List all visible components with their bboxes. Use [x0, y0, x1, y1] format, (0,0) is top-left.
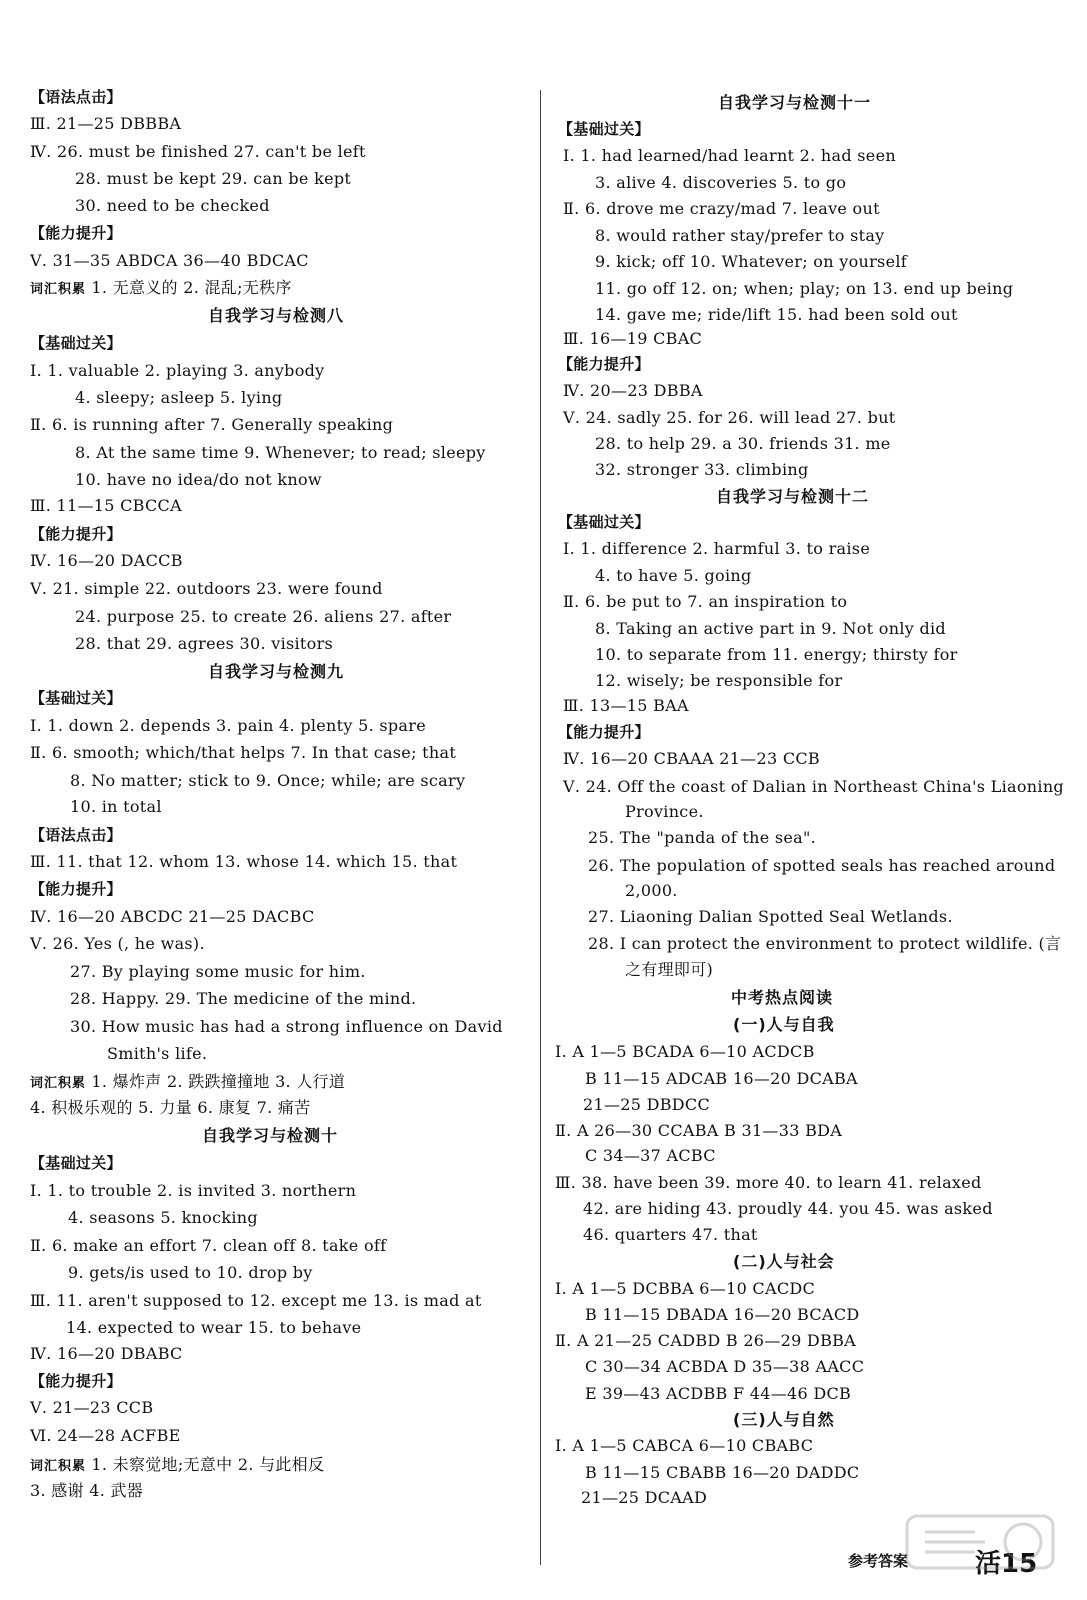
answer-line: 28. I can protect the environment to protect wildlife. (言 — [588, 934, 1062, 953]
answer-line: 27. By playing some music for him. — [70, 962, 366, 981]
answer-line: Ⅰ. A 1—5 CABCA 6—10 CBABC — [555, 1436, 814, 1455]
answer-line: 30. How music has had a strong influence on David — [70, 1017, 503, 1036]
answer-line: Ⅱ. 6. drove me crazy/mad 7. leave out — [563, 199, 880, 218]
answer-line: 42. are hiding 43. proudly 44. you 45. was asked — [583, 1199, 993, 1218]
unit-title: 自我学习与检测八 — [208, 306, 345, 325]
section-heading: 【基础过关】 — [558, 513, 650, 531]
answer-line: 之有理即可) — [625, 960, 714, 979]
answer-line: B 11—15 ADCAB 16—20 DCABA — [585, 1069, 858, 1088]
answer-line: Ⅴ. 31—35 ABDCA 36—40 BDCAC — [30, 251, 309, 270]
answer-line: 10. in total — [70, 797, 162, 816]
answer-line: 4. 积极乐观的 5. 力量 6. 康复 7. 痛苦 — [30, 1098, 311, 1117]
answer-line: Ⅰ. A 1—5 BCADA 6—10 ACDCB — [555, 1042, 815, 1061]
unit-title: 中考热点阅读 — [731, 988, 834, 1007]
unit-title: 自我学习与检测九 — [208, 662, 345, 681]
answer-line: Ⅰ. 1. down 2. depends 3. pain 4. plenty 5. spare — [30, 716, 426, 735]
answer-line: 14. expected to wear 15. to behave — [66, 1318, 362, 1337]
answer-line: 3. alive 4. discoveries 5. to go — [595, 173, 847, 192]
answer-line: 21—25 DCAAD — [581, 1488, 708, 1507]
answer-line: Ⅳ. 26. must be finished 27. can't be left — [30, 142, 366, 161]
answer-line: Ⅲ. 11. that 12. whom 13. whose 14. which 15. that — [30, 852, 458, 871]
answer-line: Ⅱ. 6. be put to 7. an inspiration to — [563, 592, 848, 611]
answer-line: Ⅴ. 24. Off the coast of Dalian in Northeast China's Liaoning — [563, 777, 1064, 796]
answer-line: 30. need to be checked — [75, 196, 270, 215]
answer-line: Ⅰ. A 1—5 DCBBA 6—10 CACDC — [555, 1279, 816, 1298]
answer-line: 2,000. — [625, 881, 678, 900]
answer-line: 11. go off 12. on; when; play; on 13. end up being — [595, 279, 1014, 298]
answer-line: Ⅰ. 1. valuable 2. playing 3. anybody — [30, 361, 325, 380]
section-heading: 【能力提升】 — [30, 224, 122, 242]
answer-line: Ⅳ. 16—20 DBABC — [30, 1344, 183, 1363]
answer-line: Ⅳ. 16—20 ABCDC 21—25 DACBC — [30, 907, 315, 926]
answer-line: 10. have no idea/do not know — [75, 470, 322, 489]
page-number: 活15 — [975, 1549, 1038, 1579]
answer-line: 10. to separate from 11. energy; thirsty for — [595, 645, 958, 664]
section-heading: 【语法点击】 — [30, 88, 122, 106]
section-heading: 【基础过关】 — [558, 120, 650, 138]
unit-title: (二)人与社会 — [733, 1252, 835, 1271]
answer-line: Ⅳ. 16—20 DACCB — [30, 551, 183, 570]
answer-line: Ⅱ. 6. smooth; which/that helps 7. In that case; that — [30, 743, 457, 762]
answer-line: 24. purpose 25. to create 26. aliens 27. after — [75, 607, 452, 626]
vocab-text: 1. 未察觉地;无意中 2. 与此相反 — [91, 1455, 325, 1474]
vocab-line — [30, 1072, 345, 1094]
answer-line: 21—25 DBDCC — [583, 1095, 711, 1114]
answer-line: 28. that 29. agrees 30. visitors — [75, 634, 334, 653]
answer-line: Ⅳ. 20—23 DBBA — [563, 381, 703, 400]
answer-line: B 11—15 CBABB 16—20 DADDC — [585, 1463, 860, 1482]
answer-line: 12. wisely; be responsible for — [595, 671, 843, 690]
answer-line: Smith's life. — [107, 1044, 208, 1063]
answer-line: Ⅵ. 24—28 ACFBE — [30, 1426, 181, 1445]
vocab-heading: 词汇积累 — [30, 1076, 87, 1091]
unit-title: 自我学习与检测十一 — [718, 93, 872, 112]
answer-line: C 30—34 ACBDA D 35—38 AACC — [585, 1357, 865, 1376]
section-heading: 【能力提升】 — [558, 355, 650, 373]
vocab-heading: 词汇积累 — [30, 282, 87, 297]
section-heading: 【能力提升】 — [30, 880, 122, 898]
answer-line: 25. The "panda of the sea". — [588, 828, 817, 847]
section-heading: 【基础过关】 — [30, 1154, 122, 1172]
answer-line: Ⅲ. 38. have been 39. more 40. to learn 41. relaxed — [555, 1173, 982, 1192]
answer-line: 9. gets/is used to 10. drop by — [68, 1263, 313, 1282]
answer-line: 8. would rather stay/prefer to stay — [595, 226, 885, 245]
answer-line: Ⅰ. 1. to trouble 2. is invited 3. northern — [30, 1181, 357, 1200]
answer-line: 8. At the same time 9. Whenever; to read; sleepy — [75, 443, 486, 462]
answer-line: Ⅲ. 21—25 DBBBA — [30, 114, 182, 133]
section-heading: 【能力提升】 — [30, 525, 122, 543]
answer-line: Ⅱ. 6. make an effort 7. clean off 8. take off — [30, 1236, 387, 1255]
answer-line: Province. — [625, 802, 704, 821]
section-heading: 【基础过关】 — [30, 334, 122, 352]
answer-line: 4. seasons 5. knocking — [68, 1208, 258, 1227]
answer-line: Ⅴ. 21. simple 22. outdoors 23. were found — [30, 579, 383, 598]
answer-line: E 39—43 ACDBB F 44—46 DCB — [585, 1384, 852, 1403]
vocab-text: 1. 爆炸声 2. 跌跌撞撞地 3. 人行道 — [91, 1072, 346, 1091]
answer-line: 14. gave me; ride/lift 15. had been sold out — [595, 305, 958, 324]
answer-line: 46. quarters 47. that — [583, 1225, 758, 1244]
answer-line: Ⅲ. 11—15 CBCCA — [30, 496, 182, 515]
unit-title: 自我学习与检测十二 — [716, 487, 870, 506]
answer-line: Ⅲ. 13—15 BAA — [563, 696, 689, 715]
answer-line: Ⅴ. 21—23 CCB — [30, 1398, 154, 1417]
answer-line: 27. Liaoning Dalian Spotted Seal Wetlands. — [588, 907, 953, 926]
section-heading: 【能力提升】 — [30, 1372, 122, 1390]
answer-line: Ⅱ. A 21—25 CADBD B 26—29 DBBA — [555, 1331, 857, 1350]
answer-line: Ⅰ. 1. had learned/had learnt 2. had seen — [563, 146, 896, 165]
section-heading: 【基础过关】 — [30, 689, 122, 707]
footer-label: 参考答案 — [848, 1552, 909, 1570]
answer-line: 8. Taking an active part in 9. Not only did — [595, 619, 946, 638]
answer-line: Ⅲ. 11. aren't supposed to 12. except me 13. is mad at — [30, 1291, 482, 1310]
answer-line: 26. The population of spotted seals has reached around — [588, 856, 1056, 875]
answer-line: B 11—15 DBADA 16—20 BCACD — [585, 1305, 860, 1324]
answer-line: Ⅲ. 16—19 CBAC — [563, 329, 703, 348]
answer-line: 28. Happy. 29. The medicine of the mind. — [70, 989, 417, 1008]
unit-title: (一)人与自我 — [733, 1015, 835, 1034]
watermark-logo-icon — [905, 1512, 1055, 1572]
answer-line: 28. to help 29. a 30. friends 31. me — [595, 434, 891, 453]
unit-title: 自我学习与检测十 — [202, 1126, 339, 1145]
answer-line: 9. kick; off 10. Whatever; on yourself — [595, 252, 907, 271]
answer-line: Ⅴ. 26. Yes (, he was). — [30, 934, 205, 953]
answer-line: Ⅱ. 6. is running after 7. Generally speaking — [30, 415, 394, 434]
answer-line: 28. must be kept 29. can be kept — [75, 169, 352, 188]
section-heading: 【能力提升】 — [558, 723, 650, 741]
answer-line: Ⅴ. 24. sadly 25. for 26. will lead 27. but — [563, 408, 896, 427]
answer-line: 32. stronger 33. climbing — [595, 460, 809, 479]
answer-line: Ⅰ. 1. difference 2. harmful 3. to raise — [563, 539, 871, 558]
section-heading: 【语法点击】 — [30, 826, 122, 844]
vocab-line — [30, 278, 292, 300]
vocab-text: 1. 无意义的 2. 混乱;无秩序 — [91, 278, 292, 297]
vocab-heading: 词汇积累 — [30, 1459, 87, 1474]
column-divider — [540, 90, 541, 1565]
answer-line: C 34—37 ACBC — [585, 1146, 716, 1165]
answer-line: Ⅳ. 16—20 CBAAA 21—23 CCB — [563, 749, 820, 768]
answer-line: 3. 感谢 4. 武器 — [30, 1481, 144, 1500]
answer-line: Ⅱ. A 26—30 CCABA B 31—33 BDA — [555, 1121, 843, 1140]
answer-line: 4. sleepy; asleep 5. lying — [75, 388, 283, 407]
vocab-line — [30, 1455, 324, 1477]
unit-title: (三)人与自然 — [733, 1410, 835, 1429]
answer-line: 8. No matter; stick to 9. Once; while; are scary — [70, 771, 466, 790]
answer-line: 4. to have 5. going — [595, 566, 752, 585]
